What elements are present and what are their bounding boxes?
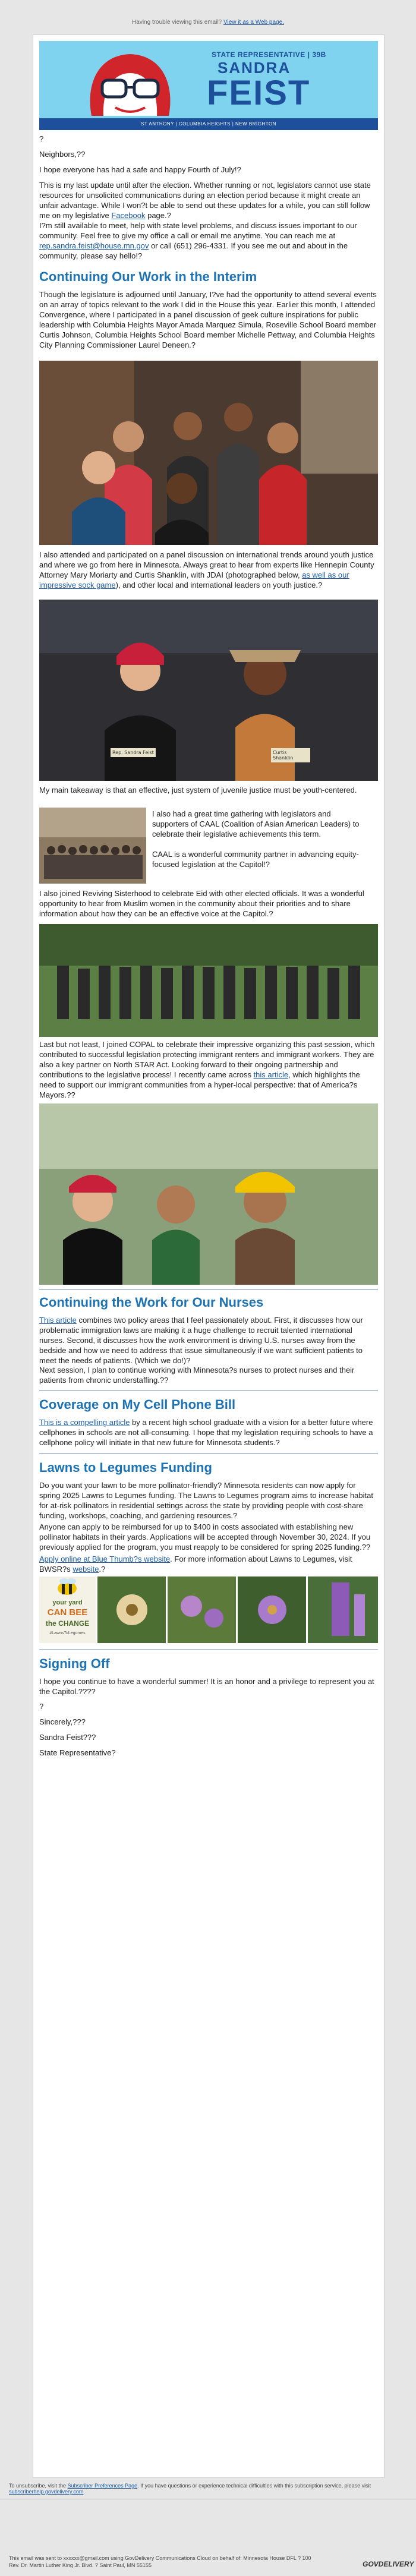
lawns-paragraph-1: Do you want your lawn to be more pollinator-friendly? Minnesota residents can now apply for spring 2025 Lawns to Legumes funding. The Lawns to Legumes program aims to increase habitat for at-risk pollinators in residential settings across the state by providing people with cost-share funding, workshops, coaching, and gardening resources.?	[39, 1481, 373, 1520]
candidate-illustration	[80, 49, 181, 116]
email-card	[33, 34, 385, 2478]
signoff-name: Sandra Feist???	[39, 1733, 96, 1742]
signoff-spacer: ?	[39, 1702, 44, 1711]
photo-youth-justice-panel	[39, 600, 378, 781]
subscriber-help-link[interactable]: subscriberhelp.govdelivery.com	[9, 2489, 84, 2495]
govdelivery-logo: GOVDELIVERY	[363, 2560, 414, 2568]
intro-paragraph-1: I hope everyone has had a safe and happy Fourth of July!?	[39, 165, 241, 174]
web-view-note	[0, 19, 416, 26]
spacer-mark: ?	[39, 134, 44, 143]
nurses-paragraph-2: Next session, I plan to continue working with Minnesota?s nurses to protect nurses and their patients from chronic understaffing.??	[39, 1366, 355, 1385]
section-title-signoff: Signing Off	[39, 1656, 110, 1671]
caal-paragraph-1: I also had a great time gathering with legislators and supporters of CAAL (Coalition of Asian American Leaders) to celebrate their legislative achievements this term.	[152, 809, 360, 838]
nurses-paragraph-1: This article combines two policy areas that I feel passionately about. First, it discusses how our problematic immigration laws are making it a huge challenge to recruit talented international nurses. Second, it discusses how the work environment is driving U.S. nurses away from the bedside and how we need to address that issue simultaneously if we want sufficient patients to meet the needs of patients. (Which we do!)?	[39, 1316, 363, 1365]
name-sign-feist: Rep. Sandra Feist	[111, 748, 156, 757]
header-banner	[39, 41, 378, 130]
email-link[interactable]: rep.sandra.feist@house.mn.gov	[39, 241, 149, 250]
bee-text-4: #LawnsToLegumes	[49, 1631, 86, 1635]
section-title-interim: Continuing Our Work in the Interim	[39, 269, 257, 284]
section-title-nurses: Continuing the Work for Our Nurses	[39, 1295, 264, 1310]
footer-unsubscribe: To unsubscribe, visit the Subscriber Preferences Page. If you have questions or experience technical difficulties with this subscription service, please visit subscriberhelp.govdelivery.com.	[9, 2483, 371, 2495]
interim-paragraph-4: I also joined Reviving Sisterhood to celebrate Eid with other elected officials. It was a wonderful opportunity to hear from Muslim women in the community about their priorities and to share information about how they can be an effective voice at the Capitol.?	[39, 889, 364, 918]
signoff-paragraph-1: I hope you continue to have a wonderful summer! It is an honor and a privilege to represent you at the Capitol.????	[39, 1677, 374, 1696]
bee-icon	[39, 1577, 96, 1598]
name-sign-shanklin: Curtis Shanklin	[271, 748, 310, 762]
bee-text-1: your yard	[52, 1599, 83, 1606]
facebook-link[interactable]: Facebook	[111, 211, 146, 220]
bee-campaign-graphic	[39, 1577, 96, 1643]
mayors-article-link[interactable]: this article	[253, 1070, 289, 1079]
photo-convergence-panel	[39, 361, 378, 545]
lawns-paragraph-2: Anyone can apply to be reimbursed for up to $400 in costs associated with establishing new pollinator habitats in their yards. Applications will be accepted through November 30, 2024. If you previously applied for the program, you must reapply to be considered for spring 2025 funding.??	[39, 1522, 371, 1552]
section-divider	[39, 1453, 378, 1454]
bee-text-3: the CHANGE	[45, 1619, 90, 1628]
flower-photo-4	[308, 1577, 378, 1643]
flower-photo-1	[97, 1577, 166, 1643]
photo-eid-celebration	[39, 924, 378, 1037]
interim-paragraph-2: I also attended and participated on a panel discussion on international trends around youth justice and where we go from here in Minnesota. Always great to hear from experts like Hennepin County Attorney Mary Moriarty and Curtis Shanklin, with JDAI (photographed below, as well as our impressive sock game), and other local and international leaders on youth justice.?	[39, 550, 374, 589]
rep-title: STATE REPRESENTATIVE | 39B	[212, 51, 326, 59]
last-name: FEIST	[207, 74, 311, 112]
caal-paragraph-2: CAAL is a wonderful community partner in advancing equity-focused legislation at the Capitol!?	[152, 850, 359, 869]
footer-address: Rev. Dr. Martin Luther King Jr. Blvd. ? Saint Paul, MN 55155	[9, 2562, 152, 2568]
blue-thumb-link[interactable]: Apply online at Blue Thumb?s website	[39, 1555, 171, 1563]
intro-paragraph-3: I?m still available to meet, help with state level problems, and discuss issues important to our community. Feel free to give my office a call or email me anytime. You can reach me at rep.sandra.feist@house.mn.gov or call (651) 296-4331. If you see me out and about in the community, please say hello!?	[39, 221, 357, 260]
web-view-link[interactable]: View it as a Web page.	[223, 19, 284, 26]
nurses-article-link[interactable]: This article	[39, 1316, 77, 1325]
section-divider	[39, 1649, 378, 1650]
phone-article-link[interactable]: This is a compelling article	[39, 1418, 130, 1427]
lawns-paragraph-3: Apply online at Blue Thumb?s website. For more information about Lawns to Legumes, visit BWSR?s website.?	[39, 1555, 352, 1574]
sock-game-link[interactable]: as well as our impressive sock game	[39, 570, 349, 589]
photo-caal-gathering	[39, 808, 146, 884]
photo-copal-celebration	[39, 1103, 378, 1285]
section-divider	[39, 1390, 378, 1391]
footer-sender: This email was sent to xxxxxx@gmail.com using GovDelivery Communications Cloud on behalf of: Minnesota House DFL ? 100	[9, 2555, 311, 2561]
interim-paragraph-3: My main takeaway is that an effective, just system of juvenile justice must be youth-centered.	[39, 786, 357, 794]
phone-paragraph-1: This is a compelling article by a recent high school graduate with a vision for a better future where cellphones in schools are not all-consuming. I hope that my legislation requiring schools to have a cellphone policy will initiate in that new future for Minnesota students.?	[39, 1418, 373, 1447]
subscriber-preferences-link[interactable]: Subscriber Preferences Page	[67, 2483, 138, 2489]
flower-photo-2	[168, 1577, 236, 1643]
section-title-lawns: Lawns to Legumes Funding	[39, 1460, 212, 1475]
signoff-sincerely: Sincerely,???	[39, 1717, 86, 1726]
section-title-phone: Coverage on My Cell Phone Bill	[39, 1397, 236, 1412]
bee-text-2: CAN BEE	[47, 1607, 88, 1618]
signoff-title: State Representative?	[39, 1748, 116, 1757]
web-view-text: Having trouble viewing this email?	[132, 19, 224, 26]
districts-strip: ST ANTHONY | COLUMBIA HEIGHTS | NEW BRIGHTON	[39, 118, 378, 130]
interim-paragraph-1: Though the legislature is adjourned until January, I?ve had the opportunity to attend several events on an array of topics relevant to the work I did in the House this year. Earlier this month, I attended Convergence, where I participated in a panel discussion of geek culture inspirations for public leadership with Columbia Heights Mayor Amada Marquez Simula, Roseville School Board member Curtis Johnson, Columbia Heights School Board member Michelle Pettway, and Columbia Heights City Planning Commissioner Laurel Deneen.?	[39, 290, 377, 349]
bwsr-link[interactable]: website	[73, 1565, 99, 1574]
intro-paragraph-2: This is my last update until after the election. Whether running or not, legislators cannot use state resources for unsolicited communications during an election period because it might create an unfair advantage. While I won?t be able to send out these updates for a while, you can still follow me on my legislative Facebook page.?	[39, 181, 371, 220]
first-name: SANDRA	[218, 59, 291, 77]
greeting: Neighbors,??	[39, 150, 86, 159]
flower-photo-3	[238, 1577, 306, 1643]
interim-paragraph-5: Last but not least, I joined COPAL to celebrate their impressive organizing this past session, which contributed to successful legislation protecting immigrant renters and immigrant workers. They are also a key partner on North STAR Act. Looking forward to their ongoing partnership and contributions to the legislative process! I recently came across this article, which highlights the need to support our immigrant communities from a hyper-local perspective: that of America?s Mayors.??	[39, 1040, 375, 1099]
section-divider	[39, 1289, 378, 1290]
